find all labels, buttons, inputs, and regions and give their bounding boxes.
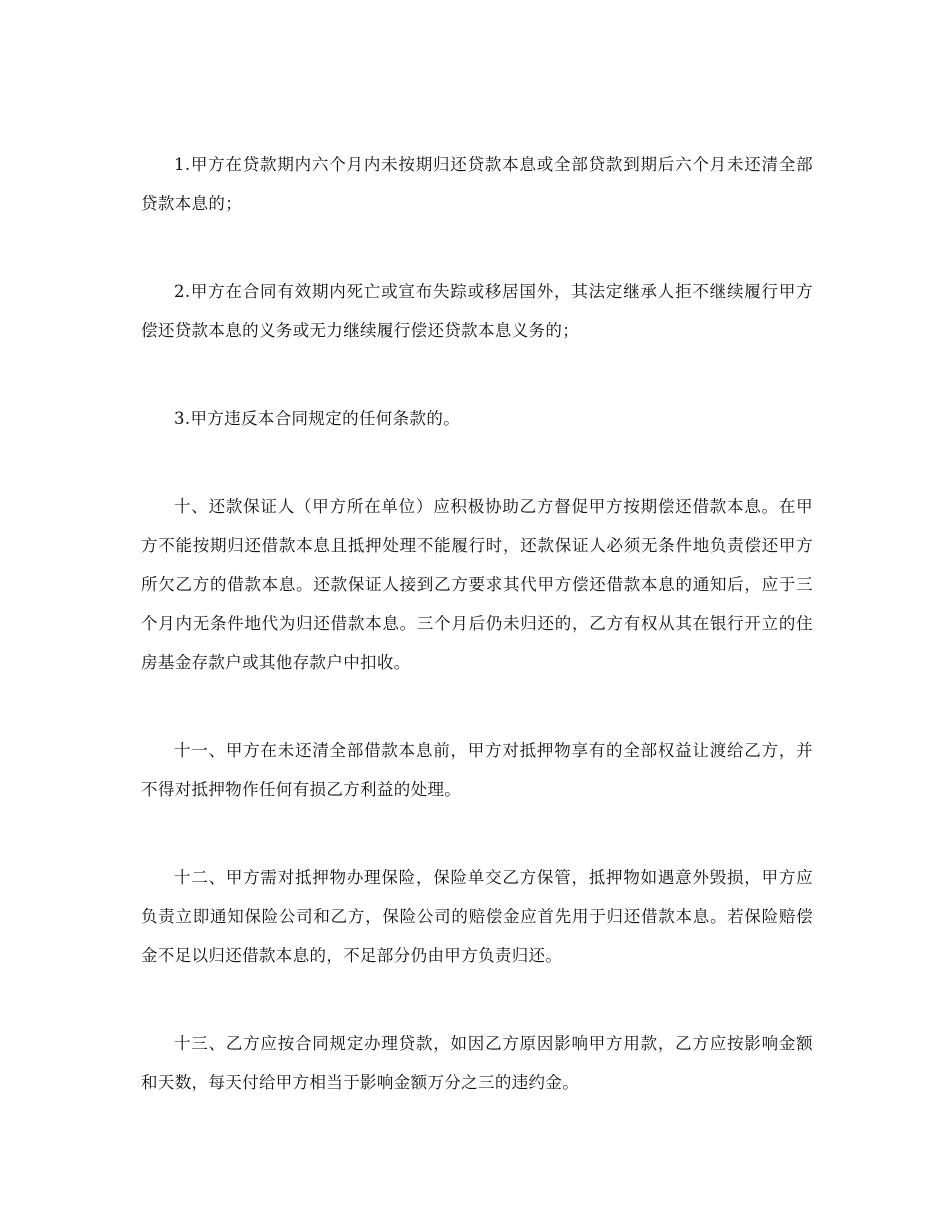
paragraph-spacer xyxy=(141,350,813,399)
article-10: 十、还款保证人（甲方所在单位）应积极协助乙方督促甲方按期偿还借款本息。在甲方不能按期归还借款本息且抵押处理不能履行时，还款保证人必须无条件地负责偿还甲方所欠乙方的借款本息。还款保证人接到乙方要求其代甲方偿还借款本息的通知后，应于三个月内无条件地代为归还借款本息。三个月后仍未归还的，乙方有权从其在银行开立的住房基金存款户或其他存款户中扣收。 xyxy=(141,497,813,672)
clause-item-2: 2.甲方在合同有效期内死亡或宣布失踪或移居国外，其法定继承人拒不继续履行甲方偿还贷款本息的义务或无力继续履行偿还贷款本息义务的； xyxy=(141,282,813,340)
article-13: 十三、乙方应按合同规定办理贷款，如因乙方原因影响甲方用款，乙方应按影响金额和天数，每天付给甲方相当于影响金额万分之三的违约金。 xyxy=(141,1034,813,1092)
clause-item-3: 3.甲方违反本合同规定的任何条款的。 xyxy=(174,409,461,428)
clause-item-1: 1.甲方在贷款期内六个月内未按期归还贷款本息或全部贷款到期后六个月未还清全部贷款本息的； xyxy=(141,155,813,213)
article-12: 十二、甲方需对抵押物办理保险，保险单交乙方保管，抵押物如遇意外毁损，甲方应负责立即通知保险公司和乙方，保险公司的赔偿金应首先用于归还借款本息。若保险赔偿金不足以归还借款本息的，不足部分仍由甲方负责归还。 xyxy=(141,868,813,965)
paragraph-spacer xyxy=(141,682,813,731)
paragraph-spacer xyxy=(141,975,813,1024)
document-body xyxy=(141,145,813,1102)
article-11: 十一、甲方在未还清全部借款本息前，甲方对抵押物享有的全部权益让渡给乙方，并不得对抵押物作任何有损乙方利益的处理。 xyxy=(141,741,813,799)
paragraph-spacer xyxy=(141,438,813,487)
paragraph-spacer xyxy=(141,809,813,858)
paragraph-spacer xyxy=(141,223,813,272)
